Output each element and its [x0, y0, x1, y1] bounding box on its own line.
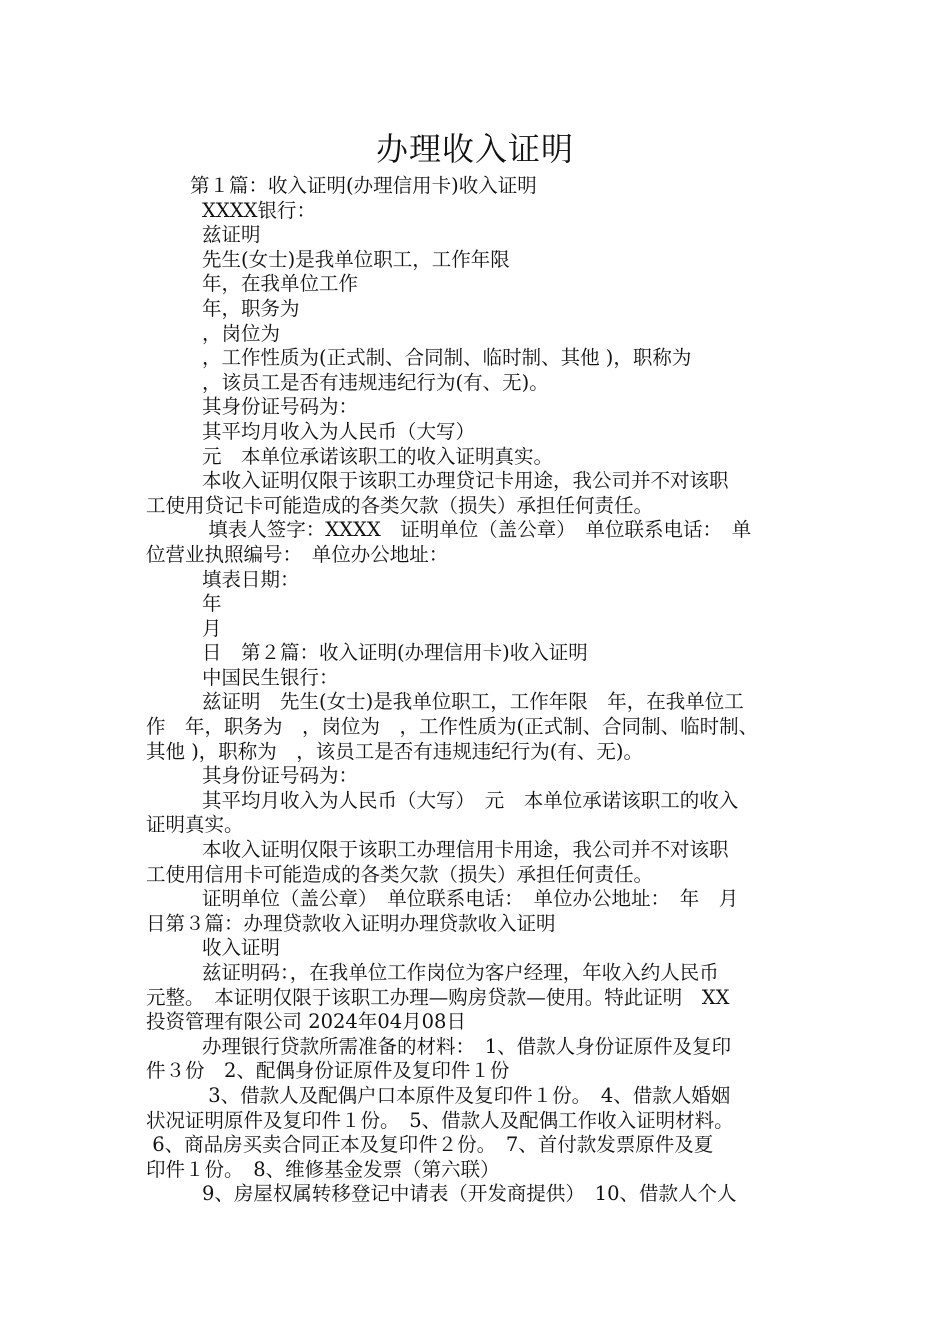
- text-line: 件３份 2、配偶身份证原件及复印件１份: [146, 1059, 510, 1083]
- text-line: 证明单位（盖公章） 单位联系电话： 单位办公地址： 年 月: [202, 887, 739, 911]
- text-line: 年，在我单位工作: [202, 272, 359, 296]
- text-line: 元 本单位承诺该职工的收入证明真实。: [202, 444, 554, 468]
- text-line: 3、借款人及配偶户口本原件及复印件１份。 4、借款人婚姻: [202, 1083, 731, 1107]
- text-line: 兹证明 先生(女士)是我单位职工，工作年限 年，在我单位工: [202, 690, 744, 714]
- text-line: 9、房屋权属转移登记中请表（开发商提供） 10、借款人个人: [202, 1182, 737, 1206]
- text-line: 工使用信用卡可能造成的各类欠款（损失）承担任何责任。: [146, 862, 654, 886]
- text-line: 状况证明原件及复印件１份。 5、借款人及配偶工作收入证明材料。: [146, 1108, 734, 1132]
- text-line: 其平均月收入为人民币（大写） 元 本单位承诺该职工的收入: [202, 788, 739, 812]
- text-line: 兹证明码：，在我单位工作岗位为客户经理，年收入约人民币: [202, 961, 719, 984]
- text-line: 本收入证明仅限于该职工办理贷记卡用途，我公司并不对该职: [202, 469, 729, 493]
- text-line: 6、商品房买卖合同正本及复印件２份。 7、首付款发票原件及夏: [146, 1133, 714, 1157]
- text-line: 年: [202, 592, 222, 616]
- text-line: ，工作性质为(正式制、合同制、临时制、其他 )，职称为: [202, 346, 692, 370]
- text-line: 兹证明: [202, 223, 261, 247]
- text-line: 投资管理有限公司 2024年04月08日: [146, 1010, 466, 1034]
- text-line: ，该员工是否有违规违纪行为(有、无)。: [202, 370, 549, 394]
- text-line: 月: [202, 616, 222, 640]
- text-line: 作 年，职务为 ，岗位为 ，工作性质为(正式制、合同制、临时制、: [146, 715, 759, 739]
- text-line: 其平均月收入为人民币（大写）: [202, 419, 476, 443]
- text-line: 其他 )，职称为 ，该员工是否有违规违纪行为(有、无)。: [146, 739, 644, 763]
- text-line: 位营业执照编号： 单位办公地址：: [146, 542, 449, 566]
- text-line: 证明真实。: [146, 813, 244, 837]
- text-line: 年，职务为: [202, 296, 300, 320]
- text-line: 其身份证号码为：: [202, 395, 359, 419]
- text-line: XXXX银行：: [202, 198, 317, 222]
- text-line: 办理银行贷款所需准备的材料： 1、借款人身份证原件及复印: [202, 1034, 732, 1058]
- text-line: 填表日期：: [202, 567, 300, 591]
- text-line: 收入证明: [202, 936, 281, 960]
- text-line: 工使用贷记卡可能造成的各类欠款（损失）承担任何责任。: [146, 493, 654, 517]
- text-line: 日第３篇：办理贷款收入证明办理贷款收入证明: [146, 911, 556, 935]
- text-line: 日 第２篇：收入证明(办理信用卡)收入证明: [202, 641, 588, 665]
- text-line: 印件１份。 8、维修基金发票（第六联）: [146, 1157, 500, 1181]
- text-line: 本收入证明仅限于该职工办理信用卡用途，我公司并不对该职: [202, 838, 729, 862]
- text-line: 第１篇：收入证明(办理信用卡)收入证明: [190, 174, 537, 197]
- text-line: ，岗位为: [202, 321, 281, 345]
- text-line: 其身份证号码为：: [202, 764, 359, 788]
- text-line: 先生(女士)是我单位职工，工作年限: [202, 247, 510, 271]
- document-title: 办理收入证明: [375, 130, 574, 168]
- text-line: 元整。 本证明仅限于该职工办理—购房贷款—使用。特此证明 XX: [146, 985, 730, 1009]
- document-body: [146, 174, 826, 1207]
- text-line: 填表人签字：XXXX 证明单位（盖公章） 单位联系电话： 单: [202, 518, 752, 542]
- text-line: 中国民生银行：: [202, 665, 339, 689]
